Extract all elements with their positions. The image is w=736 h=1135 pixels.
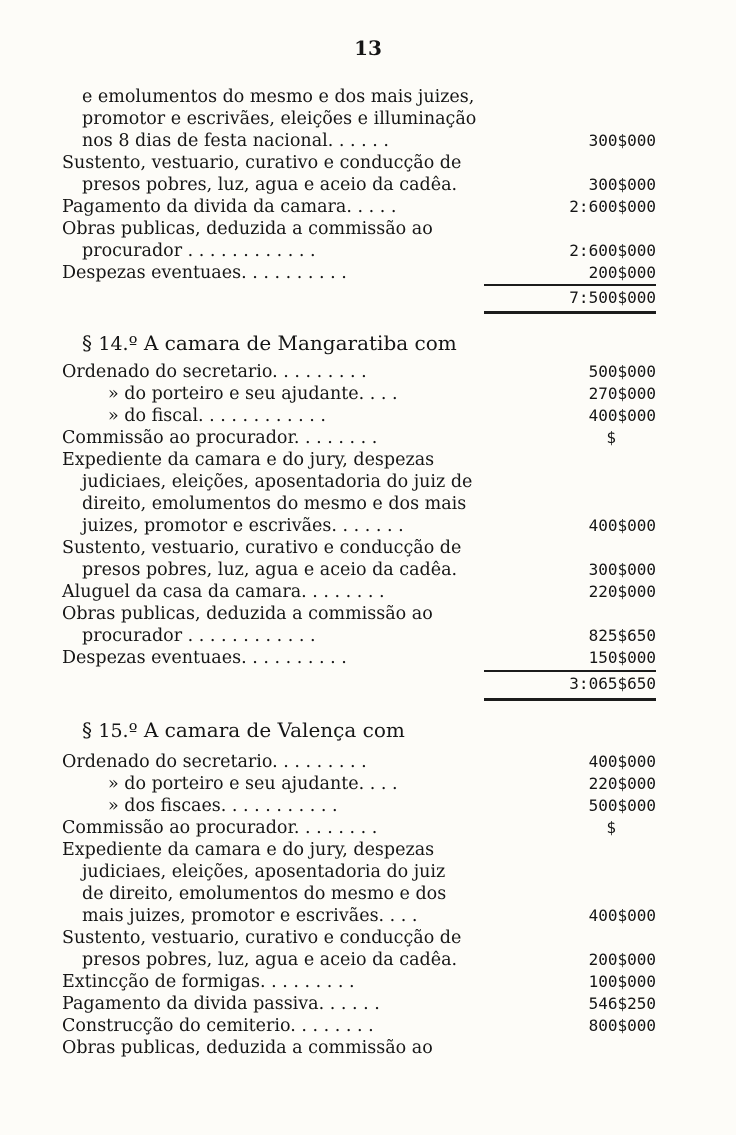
ledger-row bbox=[62, 647, 656, 669]
row-amount: 400$000 bbox=[588, 752, 656, 771]
row-label: Sustento, vestuario, curativo e conducção de bbox=[62, 153, 462, 173]
ledger-row bbox=[82, 471, 656, 493]
row-label: presos pobres, luz, agua e aceio da cadêa. bbox=[82, 560, 458, 580]
row-label: e emolumentos do mesmo e dos mais juizes, bbox=[82, 87, 475, 107]
total-rule-top bbox=[484, 284, 656, 286]
ledger-row bbox=[62, 795, 656, 817]
row-label: judiciaes, eleições, aposentadoria do juiz de bbox=[82, 472, 473, 492]
section-title: A camara de Valença com bbox=[143, 718, 405, 742]
total-amount: 3:065$650 bbox=[569, 674, 656, 693]
row-label: nos 8 dias de festa nacional. . . . . . bbox=[82, 131, 389, 151]
row-label: Construcção do cemiterio. . . . . . . . bbox=[62, 1016, 374, 1036]
ledger-row bbox=[62, 971, 656, 993]
row-amount: 2:600$000 bbox=[569, 241, 656, 260]
row-amount: 150$000 bbox=[588, 648, 656, 667]
row-label: Extincção de formigas. . . . . . . . . bbox=[62, 972, 355, 992]
ledger-row bbox=[82, 883, 656, 905]
section-title: A camara de Mangaratiba com bbox=[143, 331, 457, 355]
row-amount: 220$000 bbox=[588, 774, 656, 793]
row-label: de direito, emolumentos do mesmo e dos bbox=[82, 884, 447, 904]
ledger-row bbox=[82, 240, 656, 262]
row-amount: 825$650 bbox=[588, 626, 656, 645]
row-amount: 220$000 bbox=[588, 582, 656, 601]
ledger-row bbox=[62, 1037, 656, 1059]
ledger-row bbox=[82, 86, 656, 108]
ledger-row bbox=[82, 493, 656, 515]
page-number: 13 bbox=[354, 36, 382, 60]
ledger-row bbox=[62, 751, 656, 773]
ledger-row bbox=[82, 861, 656, 883]
row-label: Obras publicas, deduzida a commissão ao bbox=[62, 1038, 433, 1058]
ledger-row bbox=[62, 449, 656, 471]
ledger-row bbox=[82, 515, 656, 537]
row-amount: 400$000 bbox=[588, 406, 656, 425]
row-label: Ordenado do secretario. . . . . . . . . bbox=[62, 362, 367, 382]
section-symbol: § bbox=[82, 718, 92, 742]
row-label: » do porteiro e seu ajudante. . . . bbox=[108, 774, 398, 794]
section-number: 14.º bbox=[98, 333, 138, 355]
row-label: Expediente da camara e do jury, despezas bbox=[62, 450, 435, 470]
ledger-row bbox=[62, 603, 656, 625]
row-label: Pagamento da divida passiva. . . . . . bbox=[62, 994, 380, 1014]
ledger-row bbox=[82, 174, 656, 196]
total-amount: 7:500$000 bbox=[569, 288, 656, 307]
ledger-row bbox=[82, 905, 656, 927]
ledger-row bbox=[82, 625, 656, 647]
ledger-row bbox=[62, 581, 656, 603]
row-label: Sustento, vestuario, curativo e conducção de bbox=[62, 928, 462, 948]
row-label: Pagamento da divida da camara. . . . . bbox=[62, 197, 397, 217]
ledger-row bbox=[82, 130, 656, 152]
section-heading bbox=[82, 329, 457, 357]
row-label: » dos fiscaes. . . . . . . . . . . bbox=[108, 796, 338, 816]
row-amount: 500$000 bbox=[588, 796, 656, 815]
ledger-row bbox=[62, 405, 656, 427]
row-label: Commissão ao procurador. . . . . . . . bbox=[62, 428, 378, 448]
ledger-row bbox=[62, 361, 656, 383]
ledger-row bbox=[82, 559, 656, 581]
row-amount: $ bbox=[606, 428, 616, 447]
total-row bbox=[62, 673, 656, 695]
row-label: Despezas eventuaes. . . . . . . . . . bbox=[62, 648, 347, 668]
row-label: Sustento, vestuario, curativo e conducção de bbox=[62, 538, 462, 558]
row-label: juizes, promotor e escrivães. . . . . . . bbox=[82, 516, 404, 536]
row-label: promotor e escrivães, eleições e illuminação bbox=[82, 109, 477, 129]
row-amount: 500$000 bbox=[588, 362, 656, 381]
row-amount: 300$000 bbox=[588, 131, 656, 150]
ledger-row bbox=[62, 927, 656, 949]
row-amount: 300$000 bbox=[588, 175, 656, 194]
row-amount: 800$000 bbox=[588, 1016, 656, 1035]
row-label: presos pobres, luz, agua e aceio da cadêa. bbox=[82, 175, 458, 195]
row-label: mais juizes, promotor e escrivães. . . . bbox=[82, 906, 418, 926]
section-symbol: § bbox=[82, 331, 92, 355]
row-label: procurador . . . . . . . . . . . . bbox=[82, 626, 316, 646]
ledger-row bbox=[82, 108, 656, 130]
ledger-row bbox=[62, 262, 656, 284]
total-rule-bottom bbox=[484, 311, 656, 314]
row-amount: 300$000 bbox=[588, 560, 656, 579]
ledger-row bbox=[62, 817, 656, 839]
row-amount: 200$000 bbox=[588, 950, 656, 969]
ledger-row bbox=[62, 152, 656, 174]
ledger-row bbox=[82, 949, 656, 971]
row-label: presos pobres, luz, agua e aceio da cadêa. bbox=[82, 950, 458, 970]
row-amount: 400$000 bbox=[588, 516, 656, 535]
ledger-row bbox=[62, 196, 656, 218]
row-label: » do porteiro e seu ajudante. . . . bbox=[108, 384, 398, 404]
row-amount: 400$000 bbox=[588, 906, 656, 925]
ledger-row bbox=[62, 773, 656, 795]
ledger-row bbox=[62, 218, 656, 240]
ledger-row bbox=[62, 537, 656, 559]
row-amount: 200$000 bbox=[588, 263, 656, 282]
row-amount: 2:600$000 bbox=[569, 197, 656, 216]
section-number: 15.º bbox=[98, 720, 138, 742]
section-heading bbox=[82, 716, 405, 744]
total-rule-top bbox=[484, 670, 656, 672]
row-label: » do fiscal. . . . . . . . . . . . bbox=[108, 406, 326, 426]
row-label: procurador . . . . . . . . . . . . bbox=[82, 241, 316, 261]
total-rule-bottom bbox=[484, 698, 656, 701]
row-label: direito, emolumentos do mesmo e dos mais bbox=[82, 494, 467, 514]
row-amount: 100$000 bbox=[588, 972, 656, 991]
row-amount: 546$250 bbox=[588, 994, 656, 1013]
total-row bbox=[62, 287, 656, 309]
row-amount: 270$000 bbox=[588, 384, 656, 403]
row-label: Obras publicas, deduzida a commissão ao bbox=[62, 604, 433, 624]
row-label: Commissão ao procurador. . . . . . . . bbox=[62, 818, 378, 838]
row-label: Expediente da camara e do jury, despezas bbox=[62, 840, 435, 860]
ledger-row bbox=[62, 1015, 656, 1037]
row-label: Obras publicas, deduzida a commissão ao bbox=[62, 219, 433, 239]
row-label: Ordenado do secretario. . . . . . . . . bbox=[62, 752, 367, 772]
row-amount: $ bbox=[606, 818, 616, 837]
ledger-row bbox=[62, 839, 656, 861]
ledger-row bbox=[62, 993, 656, 1015]
ledger-row bbox=[62, 427, 656, 449]
row-label: Aluguel da casa da camara. . . . . . . . bbox=[62, 582, 385, 602]
ledger-row bbox=[62, 383, 656, 405]
row-label: Despezas eventuaes. . . . . . . . . . bbox=[62, 263, 347, 283]
row-label: judiciaes, eleições, aposentadoria do juiz bbox=[82, 862, 446, 882]
